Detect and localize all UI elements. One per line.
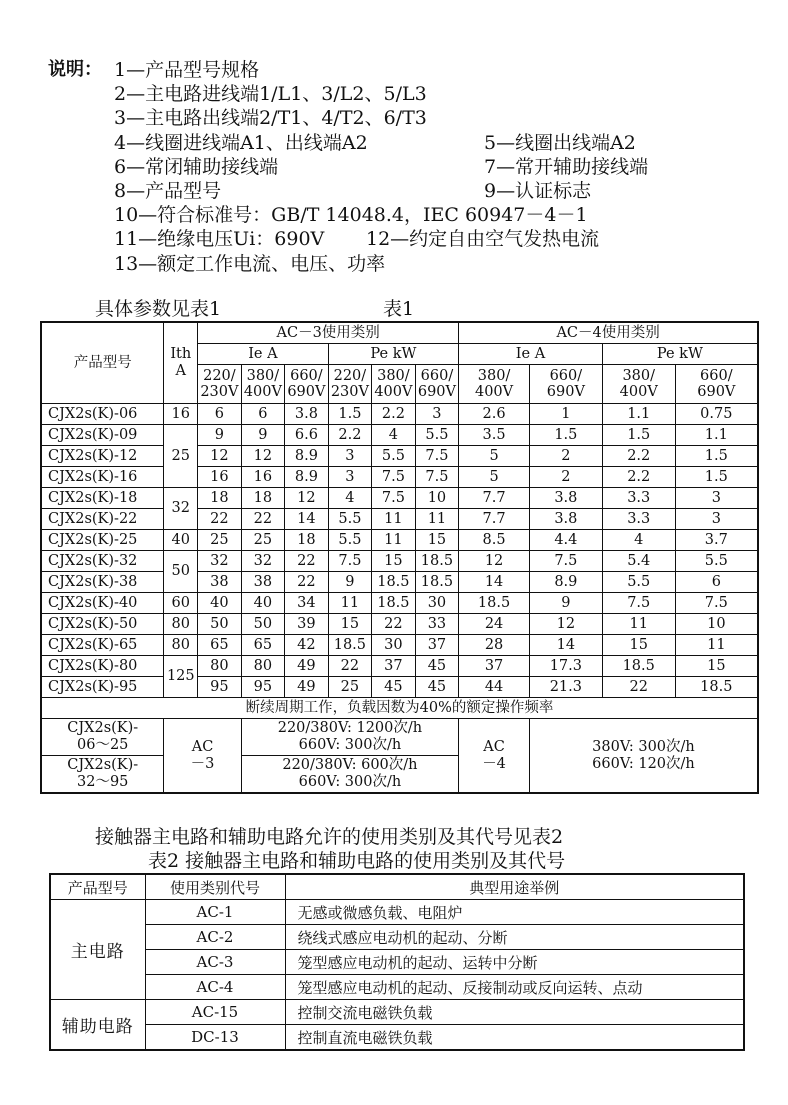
note-line: 5—线圈出线端A2	[484, 131, 636, 154]
value-cell: 7.7	[459, 509, 530, 530]
value-cell: 39	[285, 614, 329, 635]
value-cell: 50	[198, 614, 242, 635]
value-cell: 7.5	[675, 593, 758, 614]
value-cell: 8.9	[529, 572, 602, 593]
value-cell: 45	[415, 677, 459, 698]
value-cell: 3	[675, 488, 758, 509]
ith-cell: 60	[164, 593, 198, 614]
value-cell: 30	[415, 593, 459, 614]
header-voltage: 380/ 400V	[372, 365, 416, 404]
header-pe: Pe kW	[602, 344, 758, 365]
header-voltage: 660/ 690V	[675, 365, 758, 404]
value-cell: 14	[285, 509, 329, 530]
header-pe: Pe kW	[328, 344, 459, 365]
table-row	[41, 551, 758, 572]
value-cell: 5	[459, 446, 530, 467]
value-cell: 7.5	[328, 551, 372, 572]
value-cell: 7.5	[415, 446, 459, 467]
category-use: 控制直流电磁铁负载	[285, 1025, 744, 1051]
value-cell: 7.5	[372, 467, 416, 488]
value-cell: 11	[328, 593, 372, 614]
header-voltage: 660/ 690V	[285, 365, 329, 404]
value-cell: 3.5	[459, 425, 530, 446]
value-cell: 5.5	[602, 572, 675, 593]
table-row	[41, 488, 758, 509]
value-cell: 22	[372, 614, 416, 635]
value-cell: 14	[459, 572, 530, 593]
value-cell: 33	[415, 614, 459, 635]
freq-model-b: CJX2s(K)- 32～95	[41, 756, 164, 794]
note-line: 6—常闭辅助接线端	[114, 155, 279, 178]
value-cell: 18.5	[602, 656, 675, 677]
value-cell: 3.7	[675, 530, 758, 551]
value-cell: 15	[372, 551, 416, 572]
table-row	[41, 425, 758, 446]
value-cell: 22	[328, 656, 372, 677]
value-cell: 11	[372, 509, 416, 530]
value-cell: 50	[241, 614, 285, 635]
value-cell: 37	[459, 656, 530, 677]
value-cell: 3.3	[602, 488, 675, 509]
value-cell: 7.5	[372, 488, 416, 509]
value-cell: 5.5	[675, 551, 758, 572]
note-line: 8—产品型号	[114, 179, 222, 202]
value-cell: 3	[328, 467, 372, 488]
value-cell: 1.5	[328, 404, 372, 425]
value-cell: 11	[675, 635, 758, 656]
value-cell: 1.5	[602, 425, 675, 446]
ith-cell: 32	[164, 488, 198, 530]
value-cell: 12	[241, 446, 285, 467]
table-row	[41, 656, 758, 677]
value-cell: 4	[372, 425, 416, 446]
value-cell: 3	[328, 446, 372, 467]
table2-caption: 表2 接触器主电路和辅助电路的使用类别及其代号	[148, 850, 566, 872]
value-cell: 40	[198, 593, 242, 614]
value-cell: 3.8	[529, 509, 602, 530]
value-cell: 80	[198, 656, 242, 677]
value-cell: 22	[285, 551, 329, 572]
value-cell: 18.5	[415, 572, 459, 593]
model-cell: CJX2s(K)-16	[41, 467, 164, 488]
table1-reference-text: 具体参数见表1	[95, 298, 222, 320]
value-cell: 18	[285, 530, 329, 551]
header-use: 典型用途举例	[285, 874, 744, 900]
value-cell: 1.1	[602, 404, 675, 425]
value-cell: 18.5	[372, 593, 416, 614]
header-voltage: 380/ 400V	[459, 365, 530, 404]
value-cell: 2	[529, 467, 602, 488]
group-main-circuit: 主电路	[50, 900, 145, 1000]
table-row	[41, 509, 758, 530]
table-row	[41, 635, 758, 656]
value-cell: 1.5	[529, 425, 602, 446]
model-cell: CJX2s(K)-40	[41, 593, 164, 614]
value-cell: 4	[328, 488, 372, 509]
value-cell: 49	[285, 656, 329, 677]
model-cell: CJX2s(K)-06	[41, 404, 164, 425]
value-cell: 17.3	[529, 656, 602, 677]
table-row	[41, 614, 758, 635]
table-row	[41, 572, 758, 593]
table-row	[41, 446, 758, 467]
value-cell: 25	[328, 677, 372, 698]
value-cell: 7.5	[529, 551, 602, 572]
value-cell: 1.1	[675, 425, 758, 446]
value-cell: 3.8	[285, 404, 329, 425]
value-cell: 5.5	[372, 446, 416, 467]
value-cell: 18.5	[459, 593, 530, 614]
model-cell: CJX2s(K)-50	[41, 614, 164, 635]
value-cell: 28	[459, 635, 530, 656]
freq-model-a: CJX2s(K)- 06～25	[41, 719, 164, 756]
ith-cell: 25	[164, 425, 198, 488]
value-cell: 1.5	[675, 446, 758, 467]
category-code: AC-4	[145, 975, 285, 1000]
header-voltage: 660/ 690V	[415, 365, 459, 404]
note-line: 11—绝缘电压Ui：690V	[114, 228, 325, 251]
value-cell: 22	[241, 509, 285, 530]
category-use: 控制交流电磁铁负载	[285, 1000, 744, 1025]
ith-cell: 40	[164, 530, 198, 551]
value-cell: 3.3	[602, 509, 675, 530]
note-line: 12—约定自由空气发热电流	[366, 228, 600, 251]
header-model: 产品型号	[50, 874, 145, 900]
freq-ac4-label: AC －4	[459, 719, 530, 794]
value-cell: 45	[415, 656, 459, 677]
value-cell: 22	[198, 509, 242, 530]
ith-cell: 125	[164, 656, 198, 698]
freq-ac4-values: 380V: 300次/h 660V: 120次/h	[529, 719, 758, 794]
notes-label: 说明：	[48, 59, 102, 80]
ith-cell: 50	[164, 551, 198, 593]
value-cell: 2.2	[602, 467, 675, 488]
value-cell: 10	[415, 488, 459, 509]
value-cell: 95	[241, 677, 285, 698]
value-cell: 3	[415, 404, 459, 425]
value-cell: 15	[415, 530, 459, 551]
note-line: 4—线圈进线端A1、出线端A2	[114, 131, 368, 154]
value-cell: 12	[198, 446, 242, 467]
table-row	[41, 593, 758, 614]
header-ac4: AC－4使用类别	[459, 322, 758, 344]
value-cell: 25	[241, 530, 285, 551]
value-cell: 15	[328, 614, 372, 635]
value-cell: 9	[198, 425, 242, 446]
model-cell: CJX2s(K)-25	[41, 530, 164, 551]
table1-caption: 表1	[383, 298, 415, 320]
value-cell: 2.2	[602, 446, 675, 467]
value-cell: 42	[285, 635, 329, 656]
value-cell: 34	[285, 593, 329, 614]
value-cell: 5.5	[328, 509, 372, 530]
value-cell: 9	[328, 572, 372, 593]
value-cell: 38	[241, 572, 285, 593]
header-ac3: AC－3使用类别	[198, 322, 459, 344]
table-row	[41, 467, 758, 488]
value-cell: 38	[198, 572, 242, 593]
value-cell: 18.5	[328, 635, 372, 656]
value-cell: 1.5	[675, 467, 758, 488]
ith-cell: 16	[164, 404, 198, 425]
note-line: 1—产品型号规格	[114, 59, 260, 81]
header-code: 使用类别代号	[145, 874, 285, 900]
note-line: 10—符合标准号：GB/T 14048.4，IEC 60947－4－1	[114, 204, 588, 227]
value-cell: 2	[529, 446, 602, 467]
category-code: AC-15	[145, 1000, 285, 1025]
value-cell: 6	[198, 404, 242, 425]
value-cell: 95	[198, 677, 242, 698]
value-cell: 49	[285, 677, 329, 698]
group-aux-circuit: 辅助电路	[50, 1000, 145, 1051]
value-cell: 2.2	[328, 425, 372, 446]
value-cell: 12	[285, 488, 329, 509]
model-cell: CJX2s(K)-32	[41, 551, 164, 572]
value-cell: 22	[602, 677, 675, 698]
value-cell: 15	[675, 656, 758, 677]
freq-ac3-b: 220/380V: 600次/h 660V: 300次/h	[241, 756, 459, 794]
ith-cell: 80	[164, 614, 198, 635]
value-cell: 5.5	[415, 425, 459, 446]
header-voltage: 220/ 230V	[198, 365, 242, 404]
category-use: 笼型感应电动机的起动、反接制动或反向运转、点动	[285, 975, 744, 1000]
value-cell: 11	[415, 509, 459, 530]
model-cell: CJX2s(K)-22	[41, 509, 164, 530]
header-voltage: 220/ 230V	[328, 365, 372, 404]
value-cell: 5.4	[602, 551, 675, 572]
category-code: DC-13	[145, 1025, 285, 1051]
category-code: AC-1	[145, 900, 285, 925]
value-cell: 5.5	[328, 530, 372, 551]
freq-ac3-label: AC －3	[164, 719, 241, 794]
note-line: 9—认证标志	[484, 179, 592, 202]
header-ith: Ith A	[164, 322, 198, 404]
category-code: AC-2	[145, 925, 285, 950]
header-voltage: 660/ 690V	[529, 365, 602, 404]
table-row	[41, 530, 758, 551]
value-cell: 65	[198, 635, 242, 656]
category-use: 无感或微感负载、电阻炉	[285, 900, 744, 925]
value-cell: 16	[241, 467, 285, 488]
model-cell: CJX2s(K)-95	[41, 677, 164, 698]
header-ie: Ie A	[198, 344, 329, 365]
value-cell: 5	[459, 467, 530, 488]
value-cell: 65	[241, 635, 285, 656]
value-cell: 80	[241, 656, 285, 677]
value-cell: 21.3	[529, 677, 602, 698]
value-cell: 45	[372, 677, 416, 698]
value-cell: 6	[675, 572, 758, 593]
value-cell: 16	[198, 467, 242, 488]
value-cell: 30	[372, 635, 416, 656]
value-cell: 6.6	[285, 425, 329, 446]
note-line: 2—主电路进线端1/L1、3/L2、5/L3	[114, 83, 427, 106]
value-cell: 37	[372, 656, 416, 677]
category-use: 绕线式感应电动机的起动、分断	[285, 925, 744, 950]
freq-ac3-a: 220/380V: 1200次/h 660V: 300次/h	[241, 719, 459, 756]
value-cell: 8.9	[285, 446, 329, 467]
parameter-table	[40, 321, 759, 794]
value-cell: 15	[602, 635, 675, 656]
table2-reference-text: 接触器主电路和辅助电路允许的使用类别及其代号见表2	[95, 826, 564, 848]
table-row	[41, 677, 758, 698]
value-cell: 9	[529, 593, 602, 614]
value-cell: 4.4	[529, 530, 602, 551]
category-code: AC-3	[145, 950, 285, 975]
header-ie: Ie A	[459, 344, 603, 365]
value-cell: 40	[241, 593, 285, 614]
value-cell: 32	[198, 551, 242, 572]
value-cell: 44	[459, 677, 530, 698]
note-line: 7—常开辅助接线端	[484, 155, 649, 178]
category-use: 笼型感应电动机的起动、运转中分断	[285, 950, 744, 975]
header-voltage: 380/ 400V	[241, 365, 285, 404]
note-line: 3—主电路出线端2/T1、4/T2、6/T3	[114, 107, 427, 130]
table-row	[41, 404, 758, 425]
value-cell: 8.9	[285, 467, 329, 488]
value-cell: 7.5	[602, 593, 675, 614]
duty-cycle-title: 断续周期工作，负载因数为40%的额定操作频率	[41, 698, 758, 719]
value-cell: 8.5	[459, 530, 530, 551]
value-cell: 37	[415, 635, 459, 656]
value-cell: 22	[285, 572, 329, 593]
value-cell: 2.6	[459, 404, 530, 425]
model-cell: CJX2s(K)-12	[41, 446, 164, 467]
value-cell: 11	[602, 614, 675, 635]
note-line: 13—额定工作电流、电压、功率	[114, 252, 386, 275]
value-cell: 14	[529, 635, 602, 656]
value-cell: 2.2	[372, 404, 416, 425]
value-cell: 12	[459, 551, 530, 572]
value-cell: 4	[602, 530, 675, 551]
value-cell: 3	[675, 509, 758, 530]
value-cell: 18.5	[372, 572, 416, 593]
header-model: 产品型号	[41, 322, 164, 404]
model-cell: CJX2s(K)-80	[41, 656, 164, 677]
value-cell: 18	[241, 488, 285, 509]
value-cell: 7.5	[415, 467, 459, 488]
value-cell: 24	[459, 614, 530, 635]
value-cell: 7.7	[459, 488, 530, 509]
model-cell: CJX2s(K)-38	[41, 572, 164, 593]
model-cell: CJX2s(K)-09	[41, 425, 164, 446]
model-cell: CJX2s(K)-65	[41, 635, 164, 656]
model-cell: CJX2s(K)-18	[41, 488, 164, 509]
value-cell: 10	[675, 614, 758, 635]
value-cell: 18	[198, 488, 242, 509]
usage-category-table	[49, 873, 745, 1051]
header-voltage: 380/ 400V	[602, 365, 675, 404]
value-cell: 6	[241, 404, 285, 425]
value-cell: 1	[529, 404, 602, 425]
value-cell: 32	[241, 551, 285, 572]
value-cell: 18.5	[415, 551, 459, 572]
value-cell: 0.75	[675, 404, 758, 425]
ith-cell: 80	[164, 635, 198, 656]
value-cell: 25	[198, 530, 242, 551]
value-cell: 12	[529, 614, 602, 635]
value-cell: 3.8	[529, 488, 602, 509]
value-cell: 18.5	[675, 677, 758, 698]
value-cell: 11	[372, 530, 416, 551]
value-cell: 9	[241, 425, 285, 446]
